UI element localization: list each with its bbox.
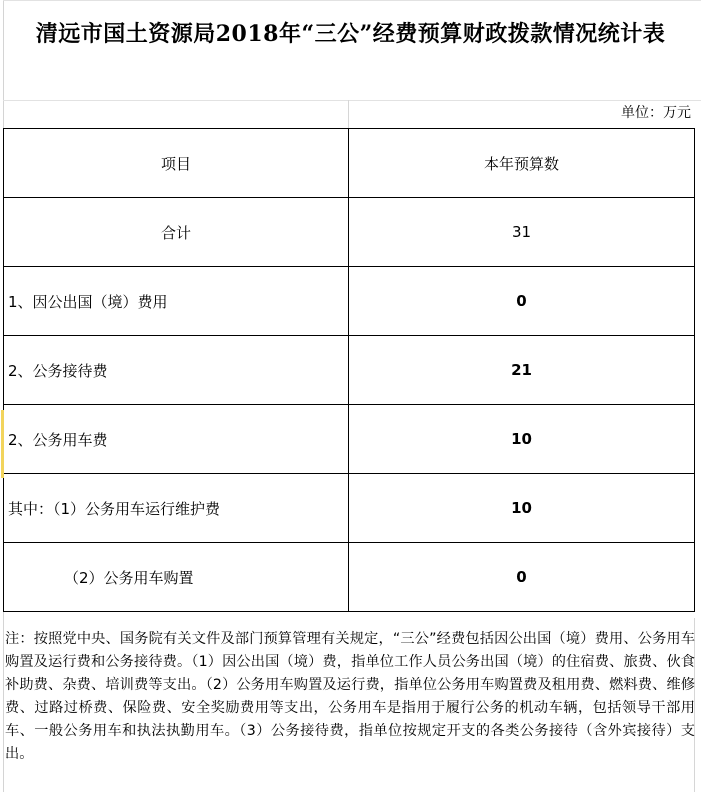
table-row [4, 336, 695, 405]
row-label-cell[interactable]: 1、因公出国（境）费用 [4, 267, 349, 336]
row-value-cell[interactable]: 0 [349, 267, 695, 336]
header-item-cell[interactable]: 项目 [4, 129, 349, 198]
table-row [4, 405, 695, 474]
document-title: 清远市国土资源局2018年“三公”经费预算财政拨款情况统计表 [35, 21, 666, 47]
row-value-cell[interactable]: 10 [349, 474, 695, 543]
row-label-cell[interactable]: 其中：（1）公务用车运行维护费 [4, 474, 349, 543]
budget-table [3, 128, 695, 612]
header-budget-cell[interactable]: 本年预算数 [349, 129, 695, 198]
row-value-cell[interactable]: 10 [349, 405, 695, 474]
row-label-cell[interactable]: 2、公务用车费 [4, 405, 349, 474]
table-row-total [4, 198, 695, 267]
table-header-row [4, 129, 695, 198]
row-label-cell[interactable]: 2、公务接待费 [4, 336, 349, 405]
row-label-cell[interactable]: 合计 [4, 198, 349, 267]
row-label-cell[interactable]: （2）公务用车购置 [4, 543, 349, 612]
row-value-cell[interactable]: 0 [349, 543, 695, 612]
selection-marker [1, 410, 4, 478]
unit-label: 单位：万元 [621, 105, 691, 121]
grid-line [3, 0, 701, 1]
row-value-cell[interactable]: 21 [349, 336, 695, 405]
table-row [4, 474, 695, 543]
table-row [4, 543, 695, 612]
table-row [4, 267, 695, 336]
grid-line [3, 100, 701, 101]
row-value-cell[interactable]: 31 [349, 198, 695, 267]
footnote: 注：按照党中央、国务院有关文件及部门预算管理有关规定，“三公”经费包括因公出国（境）费用、公务用车购置及运行费和公务接待费。（1）因公出国（境）费，指单位工作人员公务出国（境）的住宿费、旅费、伙食补助费、杂费、培训费等支出。（2）公务用车购置及运行费，指单位公务用车购置费及租用费、燃料费、维修费、过路过桥费、保险费、安全奖励费用等支出，公务用车是指用于履行公务的机动车辆，包括领导干部用车、一般公务用车和执法执勤用车。（3）公务接待费，指单位按规定开支的各类公务接待（含外宾接待）支出。 [5, 631, 695, 762]
grid-line [348, 100, 349, 128]
